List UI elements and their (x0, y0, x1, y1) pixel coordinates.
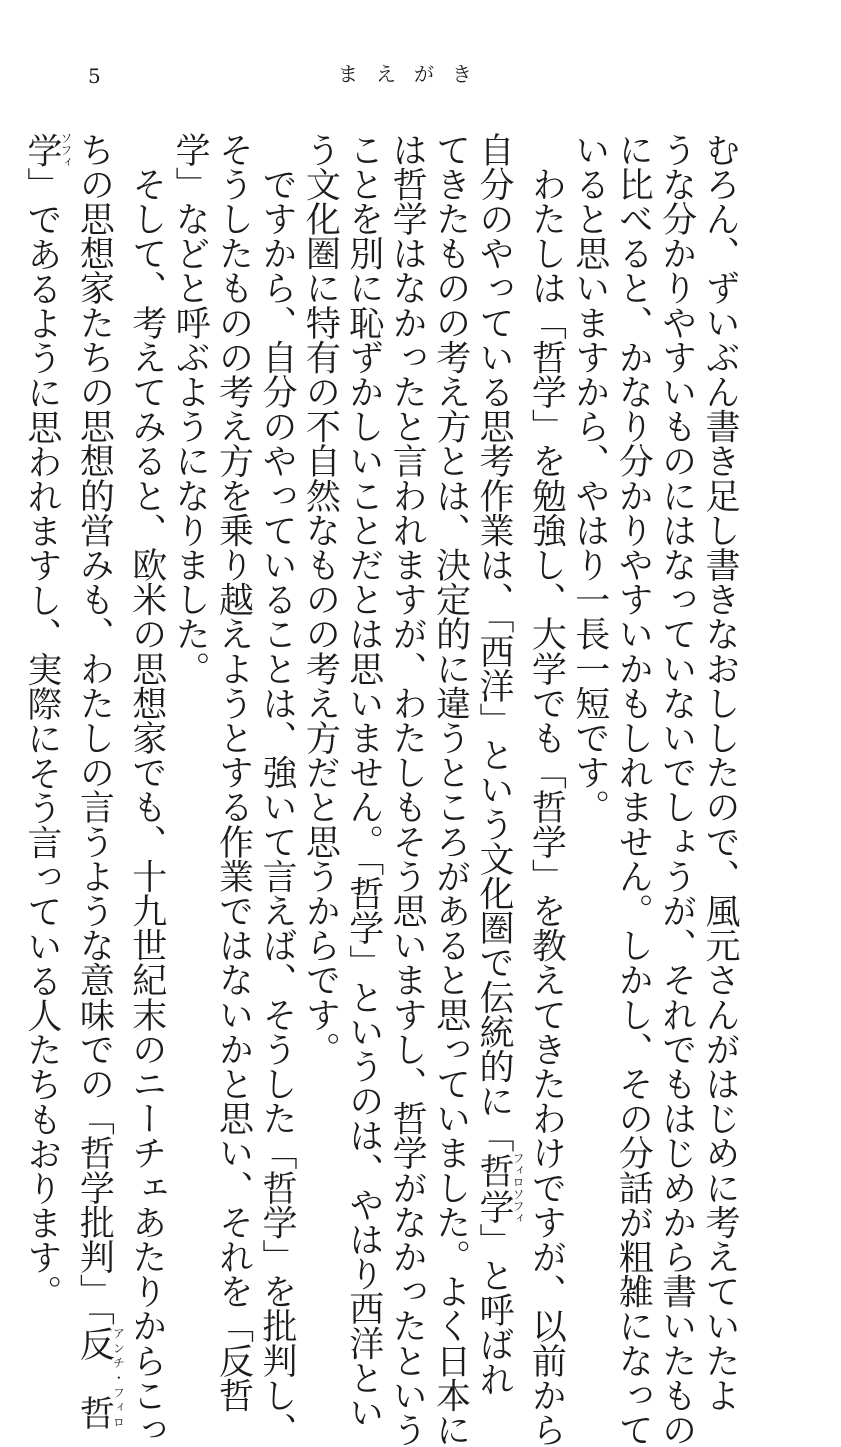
text-column (72, 132, 126, 1430)
ruby-reading: アンチ・フィロ (111, 1325, 126, 1430)
ruby-reading: ソフィ (58, 132, 73, 168)
text-column: に比べると、かなり分かりやすいかもしれません。しかし、その分話が粗雑になって (613, 132, 654, 1447)
body-text (20, 132, 742, 1447)
text-column: 学」などと呼ぶようになりました。 (170, 132, 211, 686)
text-column: てきたものの考え方とは、決定的に違うところがあると思っていました。よく日本に (430, 132, 471, 1447)
text-column: うな分かりやすいものにはなっていないでしょうが、それでもはじめから書いたもの (656, 132, 697, 1447)
ruby-base: 哲学 (473, 1151, 514, 1224)
text-column: いると思いますから、やはり一長一短です。 (569, 132, 610, 825)
text-column: わたしは「哲学」を勉強し、大学でも「哲学」を教えてきたわけですが、以前から (526, 132, 567, 1447)
text-column: そして、考えてみると、欧米の思想家でも、十九世紀末のニーチェあたりからこっ (126, 132, 167, 1447)
page-number: 5 (88, 64, 101, 88)
text-column (20, 132, 73, 1310)
text-column: う文化圏に特有の不自然なものの考え方だと思うからです。 (300, 132, 341, 1067)
running-title: まえがき (338, 62, 490, 86)
ruby-term (74, 1325, 126, 1430)
text-segment: 」と呼ばれ (473, 1223, 514, 1397)
text-segment: 」であるように思われますし、実際にそう言っている人たちもおります。 (21, 167, 62, 1310)
text-column: は哲学はなかったと言われますが、わたしもそう思いますし、哲学がなかったという (387, 132, 428, 1447)
text-column: ことを別に恥ずかしいことだとは思いません。「哲学」というのは、やはり西洋とい (343, 132, 384, 1430)
text-column: そうしたものの考え方を乗り越えようとする作業ではないかと思い、それを「反哲 (213, 132, 254, 1413)
ruby-base: 学 (21, 132, 62, 168)
text-column: むろん、ずいぶん書き足し書きなおししたので、風元さんがはじめに考えていたよ (700, 132, 740, 1413)
text-segment: 自分のやっている思考作業は、「西洋」という文化圏で伝統的に「 (473, 132, 514, 1153)
text-column (472, 132, 525, 1397)
ruby-reading: フィロソフィ (510, 1151, 525, 1224)
ruby-term (21, 132, 73, 168)
ruby-base: 反 哲 (74, 1325, 115, 1430)
ruby-term (473, 1151, 525, 1224)
text-segment: ちの思想家たちの思想的営みも、わたしの言うような意味での「哲学批判」「 (74, 132, 115, 1326)
text-column: ですから、自分のやっていることは、強いて言えば、そうした「哲学」を批判し、 (256, 132, 297, 1447)
